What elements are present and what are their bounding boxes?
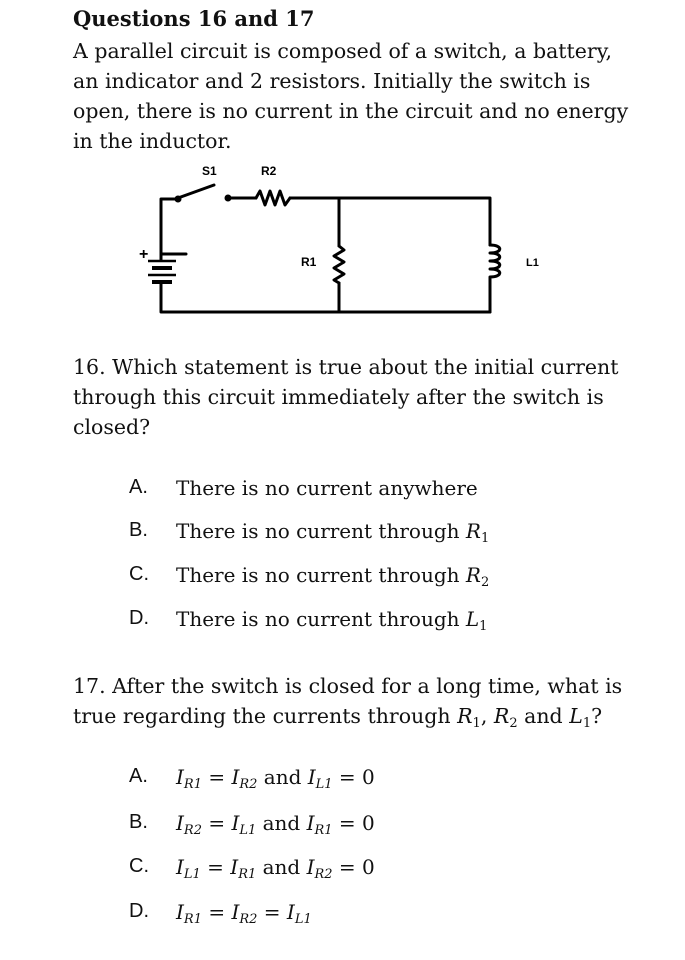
r1-label: R1	[301, 255, 317, 269]
math-subscript: L1	[294, 912, 312, 927]
math-subscript: R1	[238, 867, 257, 882]
stem-line: 16. Which statement is true about the initial current	[73, 355, 619, 379]
question-16-stem	[73, 352, 653, 442]
math-variable: L	[465, 607, 480, 631]
math-variable: I	[307, 765, 316, 789]
math-text: and	[256, 811, 307, 835]
math-subscript: R1	[183, 777, 202, 792]
math-subscript: R2	[314, 867, 333, 882]
option-letter: D.	[129, 900, 149, 922]
math-subscript: R2	[239, 912, 258, 927]
intro-line: open, there is no current in the circuit and no energy	[73, 99, 629, 123]
math-variable: L	[569, 704, 583, 728]
option-equation	[176, 765, 375, 792]
math-text: = 0	[332, 765, 375, 789]
r2-label: R2	[261, 164, 277, 178]
stem-line: through this circuit immediately after the switch is	[73, 385, 604, 409]
math-text: and	[257, 765, 308, 789]
math-subscript: 1	[480, 531, 490, 546]
math-subscript: R1	[314, 823, 333, 838]
option-letter: A.	[129, 476, 148, 498]
math-variable: I	[176, 855, 184, 879]
math-text: =	[201, 900, 232, 924]
math-subscript: 1	[582, 716, 592, 731]
intro-line: an indicator and 2 resistors. Initially the switch is	[73, 69, 591, 93]
resistor-r2	[256, 191, 290, 205]
intro-line: A parallel circuit is composed of a switch, a battery,	[73, 39, 613, 63]
math-variable: R	[457, 704, 473, 728]
math-subscript: L1	[315, 777, 333, 792]
math-subscript: L1	[183, 867, 201, 882]
stem-text: ?	[591, 704, 603, 728]
option-text-body: There is no current through	[176, 519, 466, 543]
math-subscript: R1	[183, 912, 202, 927]
math-text: =	[257, 900, 287, 924]
option-letter: D.	[129, 607, 149, 629]
option-text	[176, 607, 487, 634]
math-variable: I	[306, 811, 315, 835]
option-text	[176, 563, 489, 590]
option-equation	[176, 855, 375, 882]
math-variable: I	[176, 900, 184, 924]
option-letter: C.	[129, 563, 149, 585]
math-variable: I	[231, 900, 240, 924]
math-text: =	[200, 855, 231, 879]
wire-left	[161, 199, 186, 254]
math-variable: I	[231, 765, 240, 789]
math-variable: I	[231, 811, 240, 835]
math-text: =	[201, 765, 232, 789]
switch-label: S1	[202, 164, 217, 178]
stem-text: and	[517, 704, 570, 728]
wire-top-2	[290, 198, 490, 245]
math-text: =	[201, 811, 232, 835]
option-letter: B.	[129, 519, 148, 541]
l1-label: L1	[526, 257, 539, 269]
math-variable: R	[493, 704, 510, 728]
stem-text: ,	[480, 704, 494, 728]
math-variable: R	[465, 519, 481, 543]
question-17-stem	[73, 671, 653, 739]
math-variable: I	[306, 855, 315, 879]
option-text-body: There is no current through	[176, 607, 466, 631]
math-variable: I	[176, 811, 184, 835]
option-letter: B.	[129, 811, 148, 833]
circuit-diagram	[0, 0, 685, 330]
math-variable: I	[286, 900, 295, 924]
option-text	[176, 519, 489, 546]
math-subscript: 1	[472, 716, 481, 731]
stem-text: true regarding the currents through	[73, 704, 458, 728]
math-subscript: R2	[239, 777, 258, 792]
math-variable: I	[230, 855, 239, 879]
math-variable: R	[465, 563, 481, 587]
stem-line: closed?	[73, 415, 151, 439]
option-text: There is no current anywhere	[176, 476, 478, 500]
option-text-body: There is no current through	[176, 563, 466, 587]
math-variable: I	[176, 765, 184, 789]
math-subscript: 2	[480, 575, 490, 590]
switch-blade	[178, 185, 214, 198]
math-text: = 0	[332, 811, 375, 835]
intro-line: in the inductor.	[73, 129, 232, 153]
option-equation	[176, 900, 312, 927]
option-letter: A.	[129, 765, 148, 787]
option-equation	[176, 811, 375, 838]
math-subscript: R2	[183, 823, 202, 838]
resistor-r1	[334, 246, 344, 283]
option-letter: C.	[129, 855, 149, 877]
math-subscript: 1	[479, 619, 488, 634]
inductor-l1	[490, 245, 500, 312]
battery-plus-label: +	[139, 246, 149, 263]
math-text: = 0	[332, 855, 375, 879]
question-heading: Questions 16 and 17	[73, 6, 315, 31]
stem-line: 17. After the switch is closed for a long time, what is	[73, 674, 623, 698]
wire-bottom	[161, 288, 490, 312]
math-text: and	[256, 855, 307, 879]
stem-line	[73, 701, 653, 739]
math-subscript: L1	[239, 823, 257, 838]
math-subscript: 2	[509, 716, 518, 731]
